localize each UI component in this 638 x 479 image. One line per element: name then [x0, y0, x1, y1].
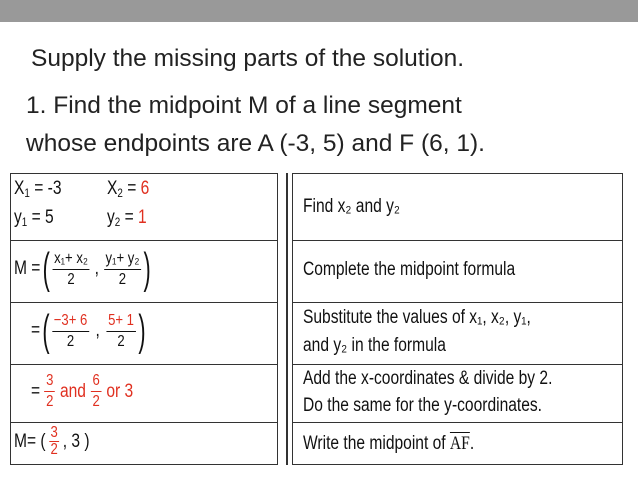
y-result-fraction: $\frac{6}{2}$ [92, 372, 100, 410]
desc-add-y-line: Do the same for the y-coordinates. [303, 395, 543, 416]
desc-substitute-line-1: Substitute the values of x₁, x₂, y₁, [303, 307, 531, 328]
step-row-4 [11, 365, 277, 423]
desc-row-2 [293, 241, 622, 303]
step-row-5 [11, 423, 277, 466]
simplified-coordinates: = $\frac{3}{2}$ and $\frac{6}{2}$ or 3 [31, 372, 134, 410]
y2-value: $y_2 = 1$ [107, 207, 147, 229]
problem-line-1: 1. Find the midpoint M of a line segment [26, 92, 462, 119]
desc-row-3 [293, 303, 622, 365]
slide-title: Supply the missing parts of the solution. [31, 45, 465, 72]
desc-row-1 [293, 174, 622, 241]
desc-row-5 [293, 423, 622, 466]
table-divider [286, 173, 288, 465]
desc-write-midpoint: Write the midpoint of $\overline{AF}$. [303, 433, 475, 454]
answer-fraction: $\frac{3}{2}$ [50, 424, 58, 458]
segment-af: $\overline{AF}$ [449, 433, 470, 454]
step-row-2 [11, 241, 277, 303]
midpoint-answer: M= ( $\frac{3}{2}$ , 3 ) [14, 424, 90, 458]
solution-steps-table [10, 173, 278, 465]
problem-line-2: whose endpoints are A (-3, 5) and F (6, 1). [26, 130, 485, 157]
step-row-1 [11, 174, 277, 241]
step-descriptions-table [292, 173, 623, 465]
step-row-3 [11, 303, 277, 365]
x-result-fraction: $\frac{3}{2}$ [46, 372, 54, 410]
x2-value: $X_2 = 6$ [107, 178, 150, 200]
desc-find-x2-y2: Find x₂ and y₂ [303, 196, 400, 217]
desc-add-x-line: Add the x-coordinates & divide by 2. [303, 368, 553, 389]
x-sub-fraction: $\frac{-3+ 6}{2}$ [53, 311, 88, 350]
x1-value: $X_1 = -3$ [14, 178, 62, 200]
substituted-formula: = ( $\frac{-3+ 6}{2}$ , $\frac{5+ 1}{2}$ ) [31, 306, 146, 355]
top-bar [0, 0, 638, 22]
y-fraction: $\frac{\text{y₁+ y₂}}{2}$ [105, 249, 140, 288]
y-sub-fraction: $\frac{5+ 1}{2}$ [108, 311, 134, 350]
desc-row-4 [293, 365, 622, 423]
y1-value: $y_1 = 5$ [14, 207, 54, 229]
midpoint-formula: M = ( $\frac{\text{x₁+ x₂}}{2}$ , $\frac{\text{y₁+ y₂}}{2}$ ) [14, 244, 151, 293]
x-fraction: $\frac{\text{x₁+ x₂}}{2}$ [54, 249, 89, 288]
desc-complete-formula: Complete the midpoint formula [303, 259, 516, 280]
desc-substitute-line-2: and y₂ in the formula [303, 335, 446, 356]
